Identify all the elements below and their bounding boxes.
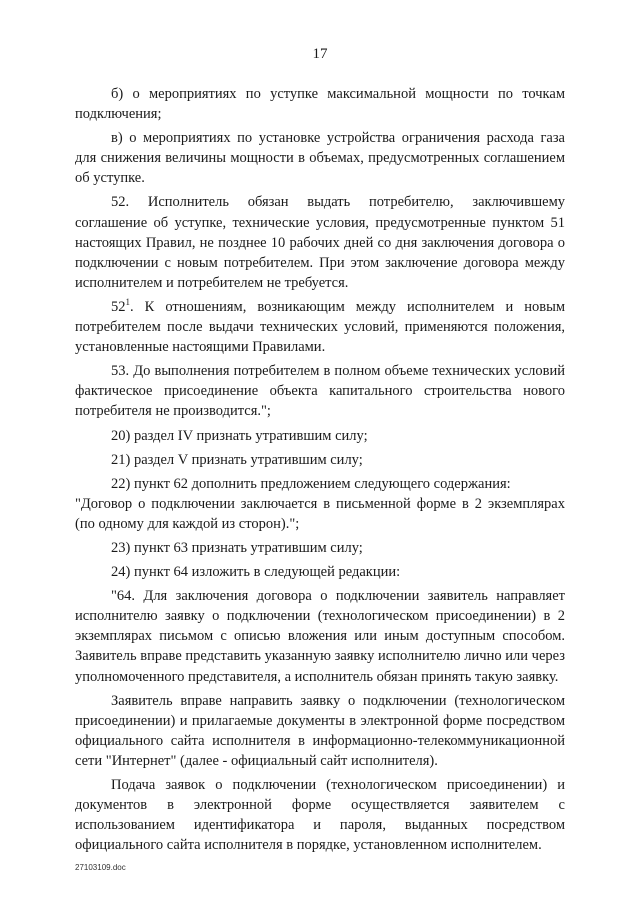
paragraph-b: б) о мероприятиях по уступке максимальной мощности по точкам подключения; xyxy=(75,86,565,123)
paragraph-52-1 xyxy=(75,297,565,357)
paragraph-52: 52. Исполнитель обязан выдать потребителю, заключившему соглашение об уступке, технические условия, предусмотренные пунктом 51 настоящих Правил, не позднее 10 рабочих дней со дня заключения договора о подключении с новым потребителем. При этом заключение договора между исполнителем и потребителем не требуется. xyxy=(75,194,565,291)
paragraph-64-online: Заявитель вправе направить заявку о подключении (технологическом присоединении) и прилагаемые документы в электронной форме посредством официального сайта исполнителя в информационно-телекоммуникационной сети "Интернет" (далее - официальный сайт исполнителя). xyxy=(75,692,565,769)
document-body xyxy=(75,84,565,859)
paragraph-64-electronic: Подача заявок о подключении (технологическом присоединении) и документов в электронной форме осуществляется заявителем с использованием идентификатора и пароля, выданных посредством официального сайта исполнителя в порядке, установленном исполнителем. xyxy=(75,777,565,854)
item-22-quote: "Договор о подключении заключается в письменной форме в 2 экземплярах (по одному для каждой из сторон)."; xyxy=(75,495,565,532)
item-24: 24) пункт 64 изложить в следующей редакции: xyxy=(111,564,401,581)
paragraph-v: в) о мероприятиях по установке устройства ограничения расхода газа для снижения величины мощности в объемах, предусмотренных соглашением об уступке. xyxy=(75,130,565,187)
item-23: 23) пункт 63 признать утратившим силу; xyxy=(111,539,363,556)
item-22: 22) пункт 62 дополнить предложением следующего содержания: xyxy=(111,475,511,492)
paragraph-52-1-number: 52 xyxy=(111,298,126,315)
page-number: 17 xyxy=(312,46,328,62)
footer-file-code: 27103109.doc xyxy=(75,863,126,872)
paragraph-52-1-text: . К отношениям, возникающим между исполнителем и новым потребителем после выдачи технических условий, применяются положения, установленные настоящими Правилами. xyxy=(75,298,565,356)
item-21: 21) раздел V признать утратившим силу; xyxy=(111,451,363,468)
paragraph-64: "64. Для заключения договора о подключении заявитель направляет исполнителю заявку о подключении (технологическом присоединении) в 2 экземплярах письмом с описью вложения или иным доступным способом. Заявитель вправе представить указанную заявку исполнителю лично или через уполномоченного представителя, а исполнитель обязан принять такую заявку. xyxy=(75,588,565,685)
paragraph-53: 53. До выполнения потребителем в полном объеме технических условий фактическое присоединение объекта капитального строительства нового потребителя не производится."; xyxy=(75,363,565,420)
paragraph-52-1-superscript: 1 xyxy=(125,297,130,308)
item-20: 20) раздел IV признать утратившим силу; xyxy=(111,427,368,444)
